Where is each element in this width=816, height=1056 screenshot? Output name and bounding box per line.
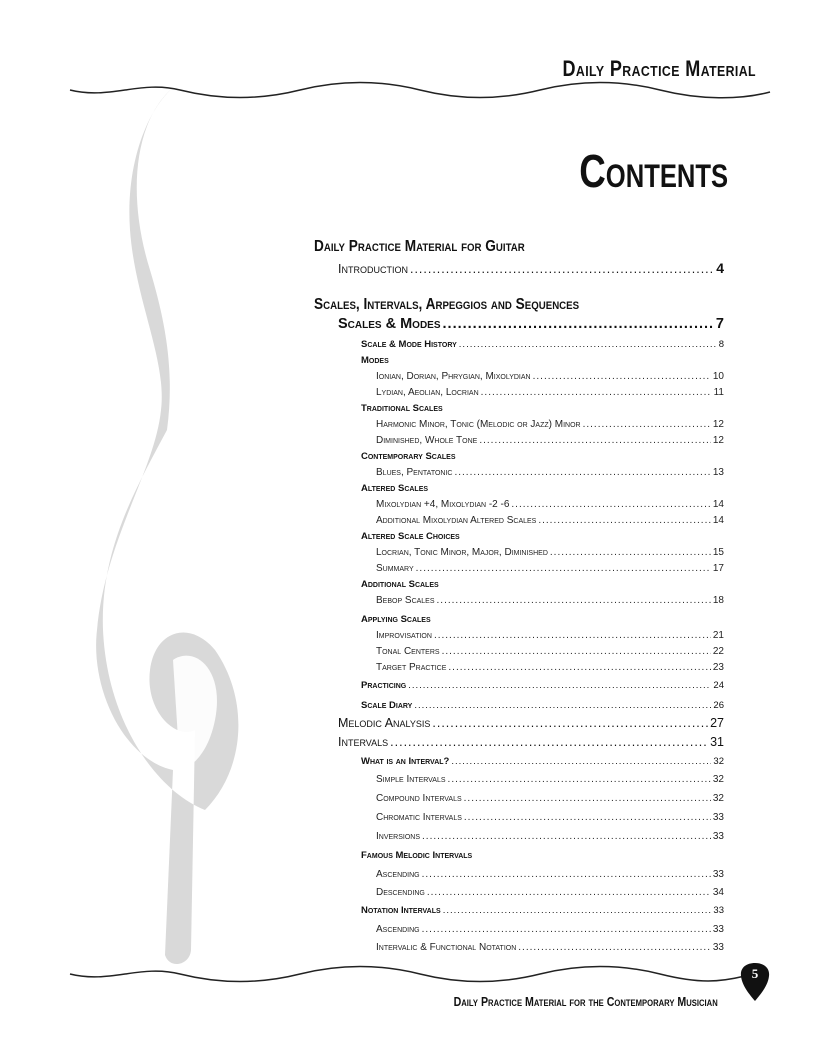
toc-entry-label: Scale Diary: [361, 700, 413, 711]
toc-entry[interactable]: [376, 869, 724, 880]
toc-subheading: Altered Scales: [361, 483, 429, 494]
toc-entry[interactable]: [338, 260, 724, 276]
toc-entry-page: 12: [712, 419, 724, 430]
toc-entry[interactable]: [361, 680, 724, 691]
dot-leader: [427, 887, 711, 898]
dot-leader: [432, 716, 708, 730]
toc-entry[interactable]: [376, 630, 724, 641]
toc-entry-page: 17: [712, 563, 724, 574]
toc-entry-label: Practicing: [361, 680, 407, 691]
toc-entry-page: 33: [712, 942, 724, 953]
toc-entry[interactable]: [376, 371, 724, 382]
toc-entry-page: 18: [712, 595, 724, 606]
toc-entry-label: Ascending: [376, 869, 420, 880]
toc-entry-label: Inversions: [376, 831, 421, 842]
bottom-wave-divider: [0, 962, 816, 992]
toc-section-title: Daily Practice Material for Guitar: [314, 238, 525, 255]
toc-entry-label: Lydian, Aeolian, Locrian: [376, 387, 479, 398]
dot-leader: [437, 595, 711, 606]
toc-subheading: Altered Scale Choices: [361, 531, 460, 542]
toc-entry-label: Descending: [376, 887, 425, 898]
toc-entry-page: 8: [718, 339, 724, 350]
dot-leader: [422, 924, 711, 935]
toc-entry-page: 15: [712, 547, 724, 558]
toc-entry-label: Diminished, Whole Tone: [376, 435, 478, 446]
toc-entry-page: 12: [712, 435, 724, 446]
toc-entry-label: Chromatic Intervals: [376, 812, 462, 823]
toc-subheading: Famous Melodic Intervals: [361, 850, 473, 861]
toc-entry[interactable]: [376, 662, 724, 673]
toc-entry-page: 27: [710, 716, 724, 730]
running-footer: Daily Practice Material for the Contemporary Musician: [453, 995, 718, 1009]
toc-subheading: Modes: [361, 355, 389, 366]
toc-entry-page: 11: [713, 387, 724, 398]
toc-entry-label: Scale & Mode History: [361, 339, 457, 350]
toc-entry-page: 33: [712, 869, 724, 880]
toc-entry[interactable]: [376, 887, 724, 898]
toc-subheading: Traditional Scales: [361, 403, 443, 414]
toc-subheading: Applying Scales: [361, 614, 431, 625]
toc-entry[interactable]: [361, 905, 724, 916]
dot-leader: [408, 680, 711, 691]
toc-entry[interactable]: [338, 316, 724, 332]
toc-entry[interactable]: [376, 563, 724, 574]
dot-leader: [459, 339, 717, 350]
toc-entry-page: 33: [712, 831, 724, 842]
toc-entry-page: 34: [712, 887, 724, 898]
toc-entry-page: 14: [712, 499, 724, 510]
dot-leader: [442, 646, 711, 657]
toc-section-title: Scales, Intervals, Arpeggios and Sequences: [314, 296, 580, 313]
toc-entry-page: 21: [712, 630, 724, 641]
running-header: Daily Practice Material: [562, 56, 756, 81]
toc-entry-page: 32: [712, 774, 724, 785]
dot-leader: [451, 756, 711, 767]
toc-entry-page: 26: [713, 700, 724, 711]
toc-entry[interactable]: [376, 387, 724, 398]
toc-entry[interactable]: [376, 499, 724, 510]
dot-leader: [464, 793, 711, 804]
toc-entry-label: Additional Mixolydian Altered Scales: [376, 515, 537, 526]
toc-entry-label: What is an Interval?: [361, 756, 450, 767]
toc-entry[interactable]: [338, 716, 724, 730]
toc-entry-label: Harmonic Minor, Tonic (Melodic or Jazz) Minor: [376, 419, 581, 430]
toc-entry-label: Introduction: [338, 262, 408, 276]
toc-entry-page: 31: [710, 735, 724, 749]
dot-leader: [422, 831, 711, 842]
toc-entry[interactable]: [376, 435, 724, 446]
dot-leader: [550, 547, 711, 558]
toc-subheading: Additional Scales: [361, 579, 439, 590]
toc-entry-label: Tonal Centers: [376, 646, 440, 657]
toc-entry-label: Scales & Modes: [338, 316, 441, 332]
toc-entry[interactable]: [376, 942, 724, 953]
toc-entry-label: Blues, Pentatonic: [376, 467, 453, 478]
dot-leader: [448, 662, 710, 673]
toc-entry-page: 14: [712, 515, 724, 526]
page-title: Contents: [579, 145, 728, 197]
toc-entry-label: Melodic Analysis: [338, 716, 431, 730]
toc-entry-page: 22: [712, 646, 724, 657]
dot-leader: [443, 905, 712, 916]
toc-entry-label: Locrian, Tonic Minor, Major, Diminished: [376, 547, 548, 558]
toc-entry-page: 24: [713, 680, 724, 691]
toc-entry-page: 13: [712, 467, 724, 478]
toc-entry[interactable]: [376, 515, 724, 526]
toc-entry-page: 33: [712, 812, 724, 823]
toc-entry[interactable]: [376, 547, 724, 558]
toc-entry-page: 32: [713, 756, 724, 767]
dot-leader: [416, 563, 711, 574]
toc-entry[interactable]: [376, 812, 724, 823]
treble-clef-watermark: [95, 70, 255, 970]
toc-entry-page: 33: [713, 905, 724, 916]
toc-entry-page: 23: [712, 662, 724, 673]
toc-entry-label: Target Practice: [376, 662, 447, 673]
toc-entry-label: Notation Intervals: [361, 905, 441, 916]
toc-entry-page: 32: [712, 793, 724, 804]
page-number: 5: [751, 966, 759, 981]
toc-entry-label: Ionian, Dorian, Phrygian, Mixolydian: [376, 371, 531, 382]
dot-leader: [511, 499, 710, 510]
toc-entry[interactable]: [376, 793, 724, 804]
dot-leader: [434, 630, 711, 641]
toc-entry[interactable]: [361, 700, 724, 711]
dot-leader: [538, 515, 711, 526]
dot-leader: [481, 387, 712, 398]
toc-entry-page: 7: [715, 316, 724, 332]
toc-entry-label: Simple Intervals: [376, 774, 446, 785]
dot-leader: [414, 700, 711, 711]
toc-entry[interactable]: [376, 831, 724, 842]
dot-leader: [390, 735, 708, 749]
dot-leader: [533, 371, 711, 382]
toc-entry[interactable]: [376, 646, 724, 657]
toc-entry-page: 33: [712, 924, 724, 935]
dot-leader: [454, 467, 710, 478]
toc-entry-label: Mixolydian +4, Mixolydian -2 -6: [376, 499, 510, 510]
toc-entry[interactable]: [376, 467, 724, 478]
toc-subheading: Contemporary Scales: [361, 451, 456, 462]
dot-leader: [479, 435, 711, 446]
toc-entry[interactable]: [376, 774, 724, 785]
dot-leader: [443, 316, 714, 332]
toc-entry[interactable]: [376, 595, 724, 606]
top-wave-divider: [0, 78, 816, 108]
toc-entry-label: Bebop Scales: [376, 595, 435, 606]
dot-leader: [448, 774, 711, 785]
toc-entry[interactable]: [376, 924, 724, 935]
toc-entry[interactable]: [361, 756, 724, 767]
toc-entry-page: 4: [716, 260, 724, 276]
dot-leader: [464, 812, 711, 823]
toc-entry-label: Intervalic & Functional Notation: [376, 942, 517, 953]
dot-leader: [518, 942, 711, 953]
toc-entry-label: Compound Intervals: [376, 793, 462, 804]
toc-entry-label: Improvisation: [376, 630, 432, 641]
dot-leader: [422, 869, 711, 880]
dot-leader: [410, 262, 714, 276]
toc-entry[interactable]: [338, 735, 724, 749]
toc-entry-label: Ascending: [376, 924, 420, 935]
toc-entry-page: 10: [712, 371, 724, 382]
toc-entry[interactable]: [361, 339, 724, 350]
toc-entry-label: Intervals: [338, 735, 389, 749]
dot-leader: [583, 419, 711, 430]
toc-entry[interactable]: [376, 419, 724, 430]
toc-entry-label: Summary: [376, 563, 414, 574]
